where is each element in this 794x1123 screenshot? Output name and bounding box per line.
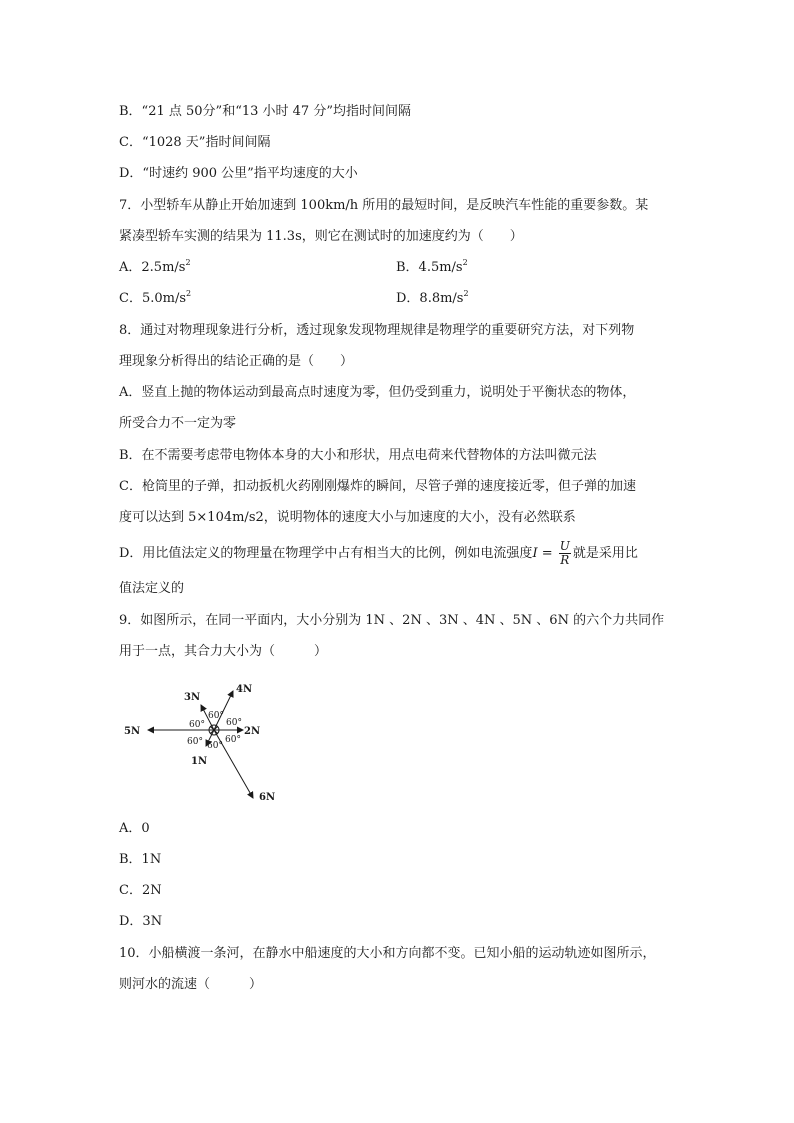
angle-label-bottom: 60° [207, 741, 223, 751]
q9-stem-line1: 9．如图所示，在同一平面内，大小分别为 1N 、2N 、3N 、4N 、5N 、6N 的六个力共同作 [119, 613, 665, 628]
angle-label-lower-left: 60° [187, 737, 203, 747]
q8-option-b: B．在不需要考虑带电物体本身的大小和形状，用点电荷来代替物体的方法叫微元法 [119, 448, 597, 463]
q8-option-d-line2: 值法定义的 [119, 581, 185, 596]
label-6n: 6N [259, 792, 276, 803]
label-3n: 3N [184, 692, 201, 703]
angle-label-upper-right: 60° [226, 718, 242, 728]
q9-option-d: D．3N [119, 914, 163, 929]
q6-option-d: D．“时速约 900 公里”指平均速度的大小 [119, 166, 358, 181]
q8-option-d-line1: D．用比值法定义的物理量在物理学中占有相当大的比例，例如电流强度I = $\frac{U}{R}$ 就是采用比 [119, 539, 638, 567]
q9-option-c: C．2N [119, 883, 162, 898]
q8-stem-line2: 理现象分析得出的结论正确的是（ ） [119, 354, 354, 369]
label-2n: 2N [244, 726, 261, 737]
q6-option-b: B．“21 点 50分”和“13 小时 47 分”均指时间间隔 [119, 104, 411, 119]
current-formula-fraction: $\frac{U}{R}$ [559, 539, 570, 567]
label-5n: 5N [124, 726, 141, 737]
label-4n: 4N [236, 684, 253, 695]
q7-option-a: A．$2.5m/s^2$ [119, 258, 191, 275]
angle-label-top: 60° [208, 711, 224, 721]
q7-option-d: D．$8.8m/s^2$ [396, 289, 469, 306]
force-diagram [118, 680, 288, 805]
q7-option-c: C．$5.0m/s^2$ [119, 289, 192, 306]
q8-stem-line1: 8．通过对物理现象进行分析，透过现象发现物理规律是物理学的重要研究方法，对下列物 [119, 323, 635, 338]
q6-option-c: C．“1028 天”指时间间隔 [119, 135, 271, 150]
q8-option-a-line2: 所受合力不一定为零 [119, 416, 237, 431]
q9-option-a: A．0 [119, 821, 150, 836]
angle-label-upper-left: 60° [189, 720, 205, 730]
q8-option-a-line1: A．竖直上抛的物体运动到最高点时速度为零，但仍受到重力，说明处于平衡状态的物体， [119, 385, 636, 400]
q7-stem-line1: 7．小型轿车从静止开始加速到 100km/h 所用的最短时间，是反映汽车性能的重要参数。某 [119, 198, 649, 213]
q10-stem-line2: 则河水的流速（ ） [119, 977, 263, 992]
q10-stem-line1: 10．小船横渡一条河，在静水中船速度的大小和方向都不变。已知小船的运动轨迹如图所示， [119, 946, 656, 961]
q7-stem-line2: 紧凑型轿车实测的结果为 11.3s，则它在测试时的加速度约为（ ） [119, 229, 523, 244]
q9-option-b: B．1N [119, 852, 162, 867]
q7-option-b: B．$4.5m/s^2$ [396, 258, 468, 275]
q8-option-c-line2: 度可以达到 5×104m/s2，说明物体的速度大小与加速度的大小，没有必然联系 [119, 510, 576, 525]
q8-option-c-line1: C．枪筒里的子弹，扣动扳机火药刚刚爆炸的瞬间，尽管子弹的速度接近零，但子弹的加速 [119, 479, 636, 494]
angle-label-lower-right: 60° [225, 735, 241, 745]
q9-stem-line2: 用于一点，其合力大小为（ ） [119, 644, 328, 659]
label-1n: 1N [191, 756, 208, 767]
